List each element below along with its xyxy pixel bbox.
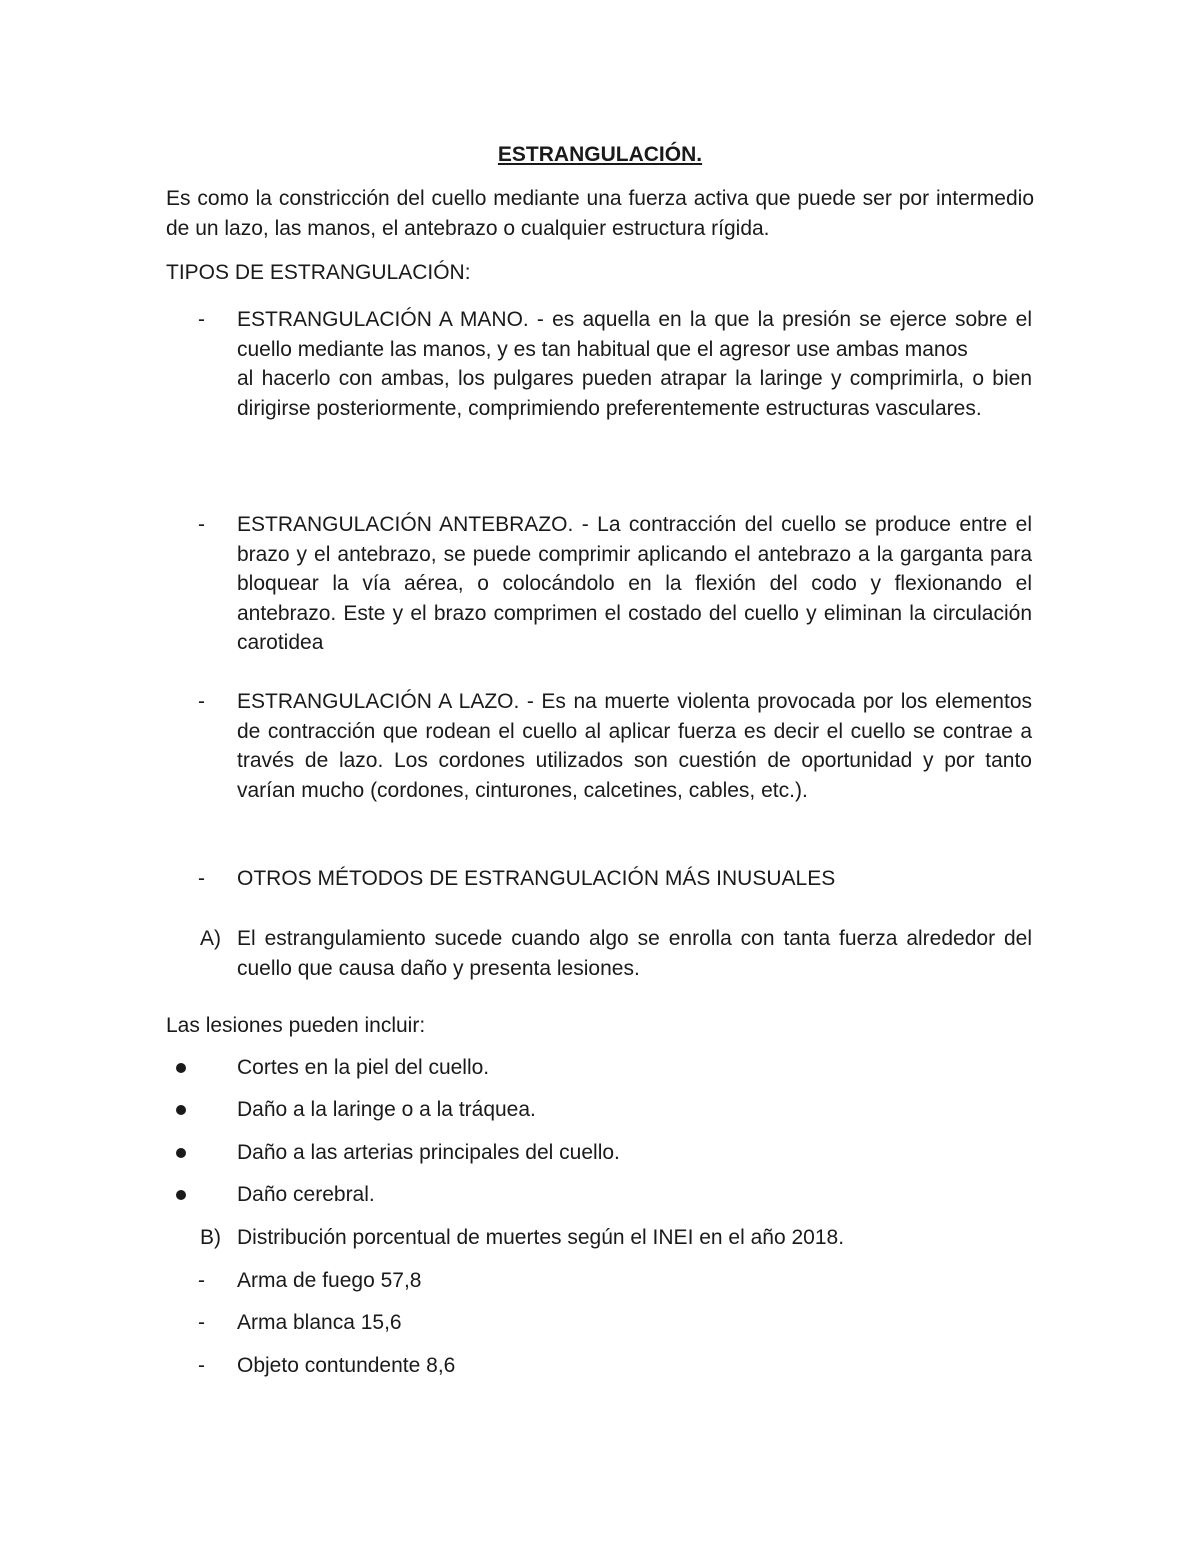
document-title: ESTRANGULACIÓN.: [497, 143, 703, 166]
injuries-heading: Las lesiones pueden incluir:: [166, 1014, 426, 1037]
bullet-icon: [176, 1190, 186, 1200]
type-hand-text: ESTRANGULACIÓN A MANO. - es aquella en la que la presión se ejerce sobre el cuello mediante las manos, y es tan habitual que el agresor use ambas manos: [237, 308, 1032, 361]
bullet-icon: [176, 1105, 186, 1115]
type-other: [237, 864, 1032, 894]
dash-marker: -: [198, 690, 205, 713]
stat-item: Arma blanca 15,6: [237, 1311, 402, 1334]
item-b-text: Distribución porcentual de muertes según el INEI en el año 2018.: [237, 1226, 845, 1249]
type-loop: [237, 687, 1032, 805]
injury-item: Daño a la laringe o a la tráquea.: [237, 1098, 536, 1121]
injury-item: Cortes en la piel del cuello.: [237, 1056, 490, 1079]
type-forearm-text: ESTRANGULACIÓN ANTEBRAZO. - La contracción del cuello se produce entre el brazo y el antebrazo, se puede comprimir aplicando el antebrazo a la garganta para bloquear la vía aérea, o colocándolo en la flexión del codo y flexionando el antebrazo. Este y el brazo comprimen el costado del cuello y eliminan la circulación carotidea: [237, 513, 1032, 654]
dash-marker: -: [198, 308, 205, 331]
injury-item: Daño a las arterias principales del cuello.: [237, 1141, 620, 1164]
item-a-text: El estrangulamiento sucede cuando algo se enrolla con tanta fuerza alrededor del cuello que causa daño y presenta lesiones.: [237, 927, 1032, 980]
type-loop-text: ESTRANGULACIÓN A LAZO. - Es na muerte violenta provocada por los elementos de contracción que rodean el cuello al aplicar fuerza es decir el cuello se contrae a través de lazo. Los cordones utilizados son cuestión de oportunidad y por tanto varían mucho (cordones, cinturones, calcetines, cables, etc.).: [237, 690, 1032, 802]
types-heading: TIPOS DE ESTRANGULACIÓN:: [166, 261, 471, 284]
dash-marker: -: [198, 867, 205, 890]
dash-marker: -: [198, 1311, 205, 1334]
bullet-icon: [176, 1063, 186, 1073]
type-other-text: OTROS MÉTODOS DE ESTRANGULACIÓN MÁS INUSUALES: [237, 867, 836, 890]
dash-marker: -: [198, 1269, 205, 1292]
type-hand-continuation: al hacerlo con ambas, los pulgares pueden atrapar la laringe y comprimirla, o bien dirigirse posteriormente, comprimiendo preferentemente estructuras vasculares.: [237, 367, 1032, 420]
intro-paragraph: Es como la constricción del cuello mediante una fuerza activa que puede ser por intermedio de un lazo, las manos, el antebrazo o cualquier estructura rígida.: [166, 187, 1034, 240]
injury-item: Daño cerebral.: [237, 1183, 375, 1206]
dash-marker: -: [198, 513, 205, 536]
stat-item: Arma de fuego 57,8: [237, 1269, 422, 1292]
dash-marker: -: [198, 1354, 205, 1377]
item-b-marker: B): [200, 1226, 221, 1249]
item-a-marker: A): [200, 927, 221, 950]
stat-item: Objeto contundente 8,6: [237, 1354, 456, 1377]
type-hand: [237, 305, 1032, 423]
type-forearm: [237, 510, 1032, 658]
bullet-icon: [176, 1148, 186, 1158]
